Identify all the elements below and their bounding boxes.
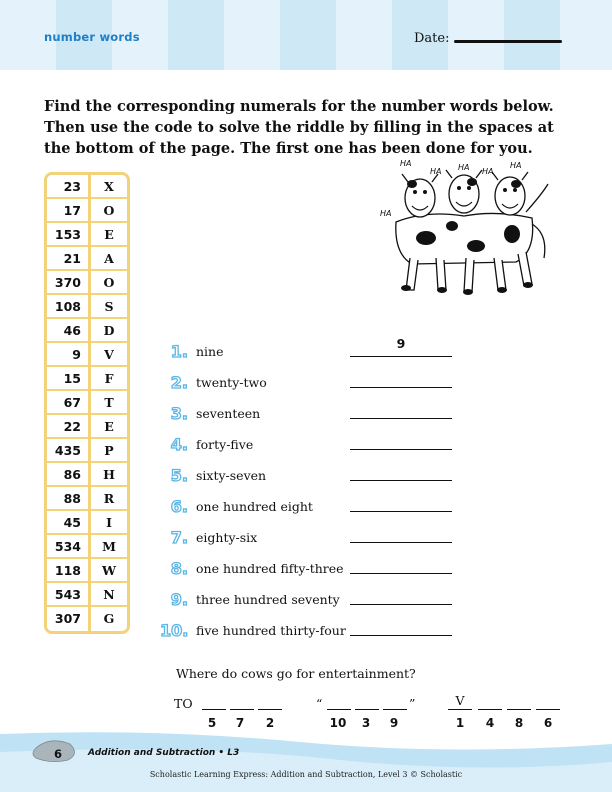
code-row (47, 343, 127, 367)
laugh-text: HA (380, 209, 392, 218)
riddle-code-digit: 5 (207, 716, 217, 730)
code-letter: N (103, 587, 115, 602)
code-row (47, 295, 127, 319)
problem-words: forty-five (196, 437, 254, 452)
problem-row (160, 435, 460, 461)
code-letter: E (104, 227, 114, 242)
code-row (47, 271, 127, 295)
code-letter: H (103, 467, 115, 482)
problem-number: 9. (170, 590, 188, 609)
riddle-blank[interactable] (230, 709, 254, 710)
code-row (47, 511, 127, 535)
problem-row (160, 466, 460, 492)
code-row (47, 415, 127, 439)
code-letter: F (104, 371, 114, 386)
code-letter: O (103, 203, 115, 218)
footer-wave (0, 726, 612, 792)
problem-row (160, 404, 460, 430)
page-number: 6 (54, 747, 63, 761)
code-row (47, 319, 127, 343)
code-row (47, 391, 127, 415)
problem-row (160, 590, 460, 616)
problem-row (160, 497, 460, 523)
answer-blank[interactable] (350, 511, 452, 512)
riddle-blank[interactable] (448, 709, 472, 710)
riddle-code-digit: 1 (455, 716, 465, 730)
problem-words: eighty-six (196, 530, 258, 545)
answer-blank[interactable] (350, 480, 452, 481)
code-row (47, 487, 127, 511)
problem-number: 3. (170, 404, 188, 423)
riddle-blank[interactable] (478, 709, 502, 710)
riddle-blank[interactable] (507, 709, 531, 710)
riddle-code-digit: 2 (265, 716, 275, 730)
code-letter: R (103, 491, 115, 506)
laugh-text: HA (400, 159, 412, 168)
laugh-text: HA (482, 167, 494, 176)
problem-words: five hundred thirty-four (196, 623, 346, 638)
riddle-blank[interactable] (355, 709, 379, 710)
problem-number: 10. (160, 621, 189, 640)
code-table (44, 172, 130, 634)
problem-number: 6. (170, 497, 188, 516)
riddle-code-digit: 6 (543, 716, 553, 730)
problem-number: 1. (170, 342, 188, 361)
riddle-question: Where do cows go for entertainment? (176, 666, 416, 681)
code-number: 21 (47, 247, 91, 269)
riddle-blank[interactable] (536, 709, 560, 710)
code-letter: V (104, 347, 114, 362)
problem-words: sixty-seven (196, 468, 267, 483)
riddle-code-digit: 8 (514, 716, 524, 730)
code-number: 88 (47, 487, 91, 509)
code-row (47, 439, 127, 463)
code-number: 534 (47, 535, 91, 557)
problem-number: 7. (170, 528, 188, 547)
problem-row (160, 373, 460, 399)
riddle-blank[interactable] (327, 709, 351, 710)
laughing-cows-illustration (376, 154, 556, 302)
problem-number: 2. (170, 373, 188, 392)
open-quote: “ (316, 696, 323, 711)
code-number: 67 (47, 391, 91, 413)
code-number: 370 (47, 271, 91, 293)
code-number: 307 (47, 607, 91, 631)
problem-number: 4. (170, 435, 188, 454)
code-letter: P (104, 443, 114, 458)
code-number: 118 (47, 559, 91, 581)
close-quote: ” (409, 696, 416, 711)
answer-blank[interactable] (350, 604, 452, 605)
date-blank[interactable] (454, 40, 562, 43)
answer-value: 9 (396, 336, 406, 351)
riddle-blank[interactable] (383, 709, 407, 710)
code-number: 153 (47, 223, 91, 245)
code-number: 23 (47, 175, 91, 197)
code-letter: E (104, 419, 114, 434)
code-number: 86 (47, 463, 91, 485)
answer-blank[interactable] (350, 635, 452, 636)
problem-words: one hundred eight (196, 499, 313, 514)
riddle-blank[interactable] (202, 709, 226, 710)
riddle-prefix: TO (174, 696, 193, 711)
credit-line: Scholastic Learning Express: Addition and Subtraction, Level 3 © Scholastic (149, 770, 463, 779)
answer-blank[interactable] (350, 418, 452, 419)
code-row (47, 583, 127, 607)
section-label: number words (44, 30, 140, 44)
riddle-code-digit: 7 (235, 716, 245, 730)
answer-blank[interactable] (350, 449, 452, 450)
code-row (47, 175, 127, 199)
code-number: 435 (47, 439, 91, 461)
laugh-text: HA (458, 163, 470, 172)
code-row (47, 367, 127, 391)
problem-row (160, 528, 460, 554)
riddle-filled-letter: V (455, 693, 465, 708)
code-number: 22 (47, 415, 91, 437)
problem-words: nine (196, 344, 224, 359)
code-row (47, 463, 127, 487)
answer-blank[interactable] (350, 573, 452, 574)
problem-row (160, 621, 460, 647)
code-letter: W (101, 563, 117, 578)
code-row (47, 607, 127, 631)
code-row (47, 199, 127, 223)
riddle-blank[interactable] (258, 709, 282, 710)
riddle-code-digit: 9 (389, 716, 399, 730)
riddle-code-digit: 4 (485, 716, 495, 730)
code-letter: D (103, 323, 115, 338)
code-number: 108 (47, 295, 91, 317)
problem-row (160, 559, 460, 585)
date-label: Date: (414, 31, 450, 46)
code-row (47, 223, 127, 247)
code-number: 15 (47, 367, 91, 389)
code-letter: M (102, 539, 116, 554)
problem-number: 5. (170, 466, 188, 485)
code-letter: A (104, 251, 114, 266)
answer-blank[interactable] (350, 387, 452, 388)
answer-blank[interactable] (350, 356, 452, 357)
code-number: 543 (47, 583, 91, 605)
code-letter: S (104, 299, 114, 314)
code-letter: X (104, 179, 114, 194)
riddle-code-digit: 10 (329, 716, 347, 730)
riddle-code-digit: 3 (361, 716, 371, 730)
code-number: 45 (47, 511, 91, 533)
code-letter: O (103, 275, 115, 290)
problem-words: one hundred fifty-three (196, 561, 344, 576)
book-title: Addition and Subtraction • L3 (88, 748, 240, 758)
code-row (47, 535, 127, 559)
problem-row (160, 336, 460, 368)
problem-words: twenty-two (196, 375, 267, 390)
problem-number: 8. (170, 559, 188, 578)
laugh-text: HA (510, 161, 522, 170)
code-row (47, 247, 127, 271)
answer-blank[interactable] (350, 542, 452, 543)
laugh-text: HA (430, 167, 442, 176)
problem-words: seventeen (196, 406, 261, 421)
code-letter: I (106, 515, 112, 530)
code-number: 9 (47, 343, 91, 365)
code-number: 46 (47, 319, 91, 341)
code-letter: T (104, 395, 114, 410)
code-number: 17 (47, 199, 91, 221)
code-letter: G (103, 611, 115, 626)
instructions: Find the corresponding numerals for the number words below. Then use the code to solve the riddle by filling in the spaces at the bottom of the page. The first one has been done for you. (44, 98, 554, 157)
problem-words: three hundred seventy (196, 592, 340, 607)
code-row (47, 559, 127, 583)
